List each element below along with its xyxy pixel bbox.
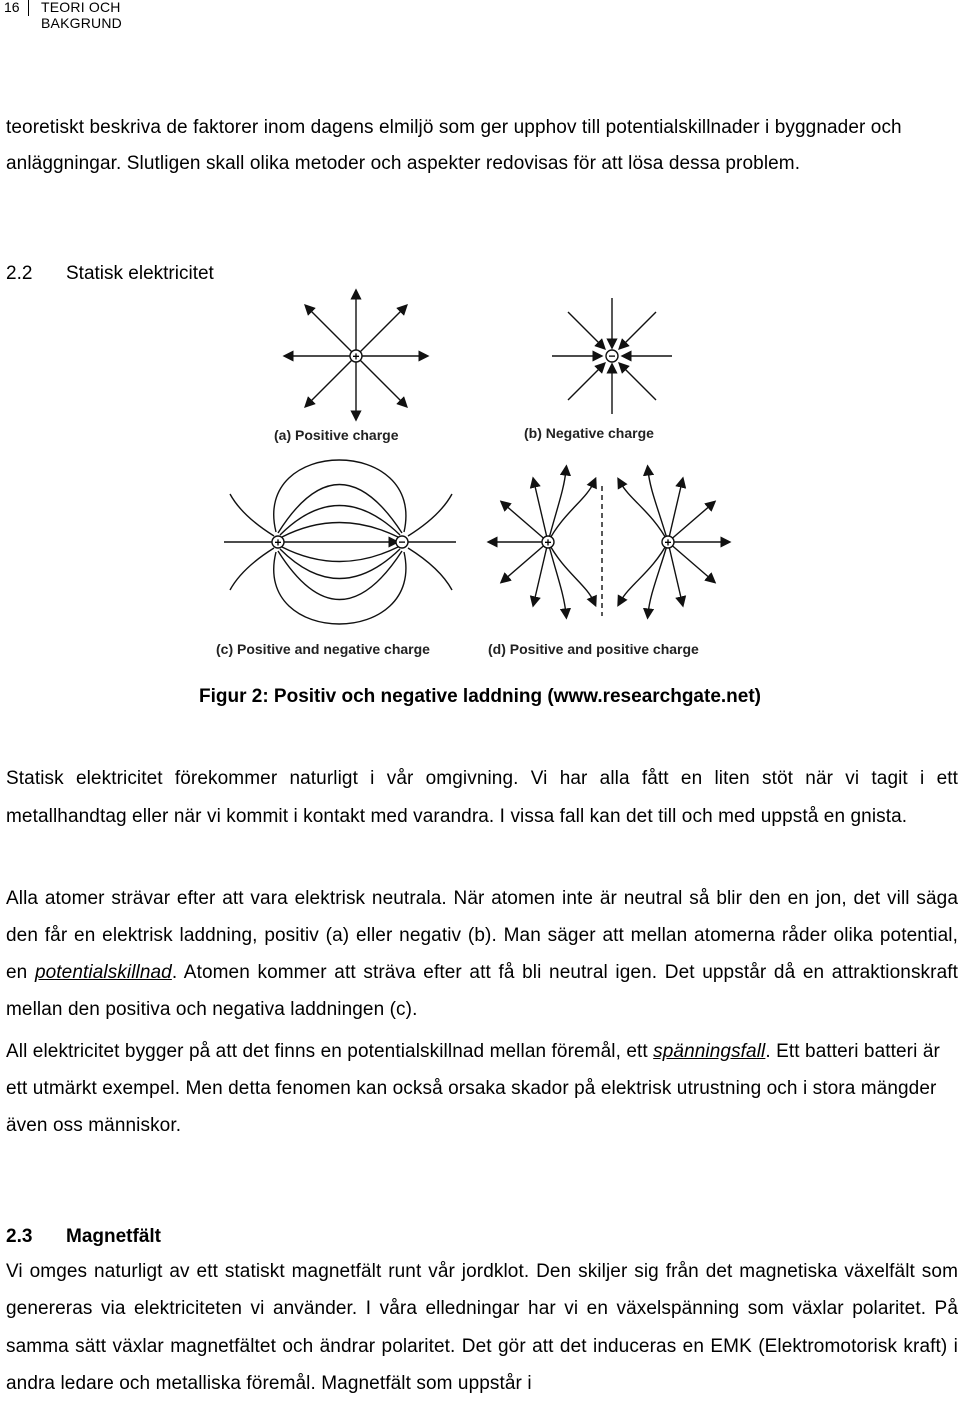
dipole-field	[224, 460, 456, 624]
figure-caption: Figur 2: Positiv och negative laddning (www.researchgate.net)	[198, 686, 761, 707]
text-run: All elektricitet bygger på att det finns en potentialskillnad mellan föremål, ett	[6, 1041, 654, 1062]
field-lines-diagram	[212, 286, 752, 662]
section-title: Magnetfält	[66, 1226, 161, 1247]
label-d: (d) Positive and positive charge	[488, 641, 699, 657]
header-divider	[28, 0, 29, 16]
repelling-field	[492, 470, 726, 616]
minus-sign: −	[608, 349, 616, 363]
section-title: Statisk elektricitet	[66, 263, 214, 284]
paragraph-static-intro: Statisk elektricitet förekommer naturligt i vår omgivning. Vi har alla fått en liten stöt när vi tagit i ett metallhandtag eller när vi kommit i kontakt med varandra. I vissa fall kan det till och med uppstå en gnista.	[6, 768, 958, 827]
minus-sign: −	[398, 535, 406, 549]
section-number: 2.3	[6, 1226, 33, 1247]
plus-sign: +	[544, 535, 552, 550]
label-a: (a) Positive charge	[274, 427, 399, 443]
paragraph-voltage	[6, 1033, 958, 1144]
page-number: 16	[4, 0, 20, 15]
paragraph-magnetic-field: Vi omges naturligt av ett statiskt magnetfält runt vår jordklot. Den skiljer sig från det magnetiska växelfält som genereras via elektriciteten vi använder. I våra elledningar har vi en växelspänning som växlar polaritet. På samma sätt växlar magnetfältet och ändrar polaritet. Det gör att det induceras en EMK (Elektromotorisk kraft) i andra ledare och metalliska föremål. Magnetfält som uppstår i	[6, 1261, 958, 1394]
section-number: 2.2	[6, 263, 33, 284]
section-heading-2-3	[6, 1226, 161, 1248]
plus-sign: +	[274, 535, 282, 550]
term-potentialskillnad: potentialskillnad	[34, 962, 172, 983]
plus-sign: +	[352, 349, 360, 364]
section-heading-2-2	[6, 263, 214, 285]
label-c: (c) Positive and negative charge	[216, 641, 430, 657]
term-spanningsfall: spänningsfall	[653, 1041, 766, 1062]
text-run: . Atomen kommer att sträva efter att få bli neutral igen. Det uppstår då en attraktionskraft mellan den positiva och negativa laddningen (c).	[6, 962, 958, 1020]
positive-charge-field	[288, 294, 424, 416]
label-b: (b) Negative charge	[524, 425, 654, 441]
plus-sign: +	[664, 535, 672, 550]
running-title: TEORI OCH BAKGRUND	[41, 0, 122, 31]
paragraph-atoms	[6, 880, 958, 1028]
electric-field-figure	[212, 286, 752, 662]
text-run: . Ett batteri batteri är ett utmärkt exempel. Men detta fenomen kan också orsaka skador på elektrisk utrustning och i stora mängder även oss människor.	[6, 1041, 940, 1136]
text-run: Alla atomer strävar efter att vara elektrisk neutrala. När atomen inte är neutral så blir den en jon, det vill säga den får en elektrisk laddning, positiv (a) eller negativ (b). Man säger att mellan atomerna råder olika potential, en	[6, 888, 958, 983]
negative-charge-field	[552, 298, 672, 414]
intro-paragraph: teoretiskt beskriva de faktorer inom dagens elmiljö som ger upphov till potentialskillnader i byggnader och anläggningar. Slutligen skall olika metoder och aspekter redovisas för att lösa dessa problem.	[6, 117, 902, 174]
